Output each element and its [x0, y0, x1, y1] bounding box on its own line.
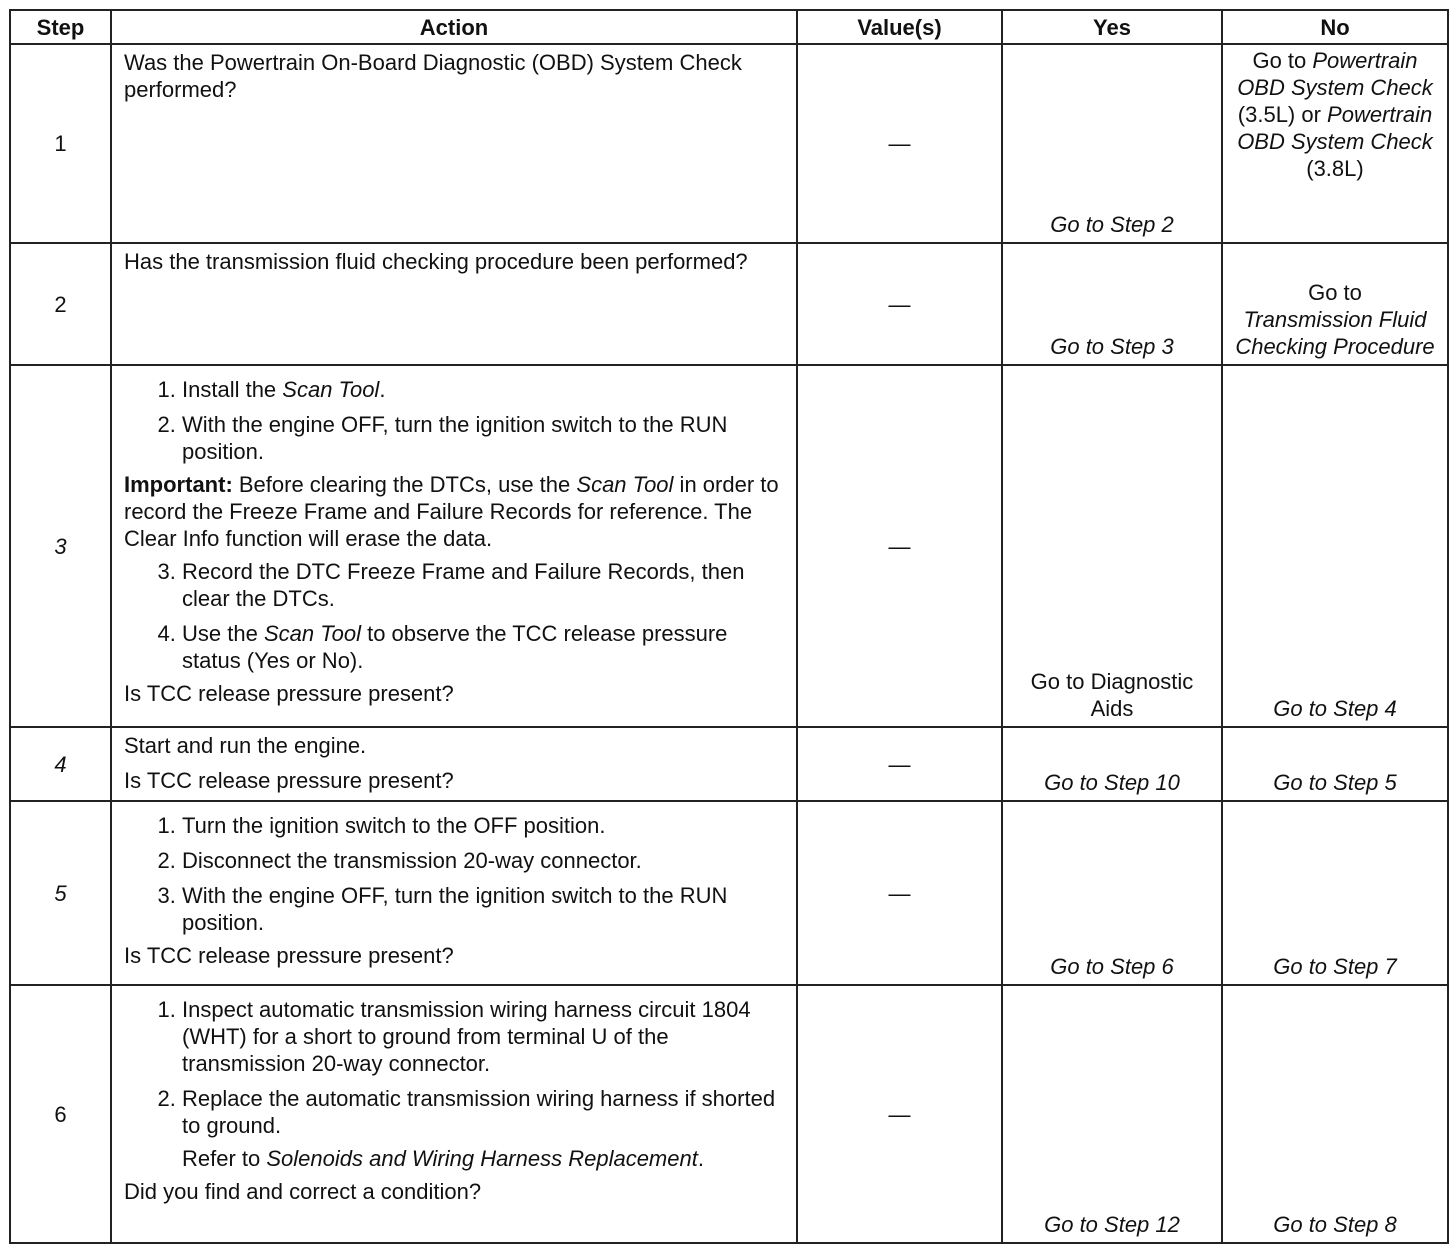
value-cell	[797, 243, 1002, 365]
table-row	[10, 985, 1448, 1243]
procedure-list	[124, 376, 786, 465]
value-text: —	[888, 880, 911, 906]
reference-link[interactable]: Solenoids and Wiring Harness Replacement	[266, 1146, 698, 1171]
scan-tool-link[interactable]: Scan Tool	[282, 377, 380, 402]
refer-note	[182, 1145, 786, 1172]
table-header-row	[10, 10, 1448, 44]
action-cell	[111, 801, 797, 985]
text: .	[379, 377, 386, 402]
yes-link[interactable]: Go to Step 2	[1050, 212, 1174, 237]
yes-cell	[1002, 365, 1222, 727]
yes-cell	[1002, 801, 1222, 985]
value-cell	[797, 727, 1002, 801]
step-number: 4	[10, 727, 111, 801]
action-question: Was the Powertrain On-Board Diagnostic (OBD) System Check performed?	[124, 50, 742, 102]
text: Before clearing the DTCs, use the	[232, 472, 577, 497]
important-note	[124, 471, 786, 552]
text: Replace the automatic transmission wiring harness if shorted to ground.	[182, 1086, 776, 1138]
procedure-list	[124, 996, 786, 1172]
procedure-step	[182, 376, 786, 403]
diagnostic-table	[9, 9, 1449, 1244]
no-link[interactable]: Powertrain OBD System Check	[1237, 48, 1433, 100]
text: Install the	[182, 377, 283, 402]
no-link[interactable]: Go to Step 7	[1273, 954, 1397, 979]
value-text: —	[888, 131, 911, 156]
yes-cell	[1002, 243, 1222, 365]
action-question: Did you find and correct a condition?	[124, 1179, 482, 1204]
yes-cell	[1002, 44, 1222, 243]
step-number: 6	[10, 985, 111, 1243]
action-cell	[111, 365, 797, 727]
scan-tool-link[interactable]: Scan Tool	[263, 621, 361, 646]
action-cell	[111, 44, 797, 243]
step-number: 2	[10, 243, 111, 365]
action-cell	[111, 727, 797, 801]
action-question: Is TCC release pressure present?	[124, 681, 454, 706]
header-action: Action	[111, 10, 797, 44]
value-text: —	[888, 291, 911, 317]
header-values: Value(s)	[797, 10, 1002, 44]
text: in order to record the Freeze Frame and Failure Records for reference. The Clear Info function will erase the data.	[124, 472, 779, 551]
table-row	[10, 243, 1448, 365]
no-cell	[1222, 243, 1448, 365]
header-step: Step	[10, 10, 111, 44]
no-link[interactable]: Transmission Fluid Checking Procedure	[1235, 307, 1435, 359]
table-row	[10, 44, 1448, 243]
value-cell	[797, 44, 1002, 243]
value-cell	[797, 801, 1002, 985]
yes-link[interactable]: Go to Step 6	[1050, 954, 1174, 979]
text: Use the	[182, 621, 264, 646]
procedure-list	[124, 812, 786, 936]
no-link[interactable]: Powertrain OBD System Check	[1237, 102, 1433, 154]
no-link[interactable]: Go to Step 8	[1273, 1212, 1397, 1237]
procedure-step	[182, 1085, 786, 1172]
no-text: (3.5L) or	[1237, 102, 1328, 127]
no-cell	[1222, 365, 1448, 727]
no-link[interactable]: Go to Step 5	[1273, 770, 1397, 795]
table-row	[10, 365, 1448, 727]
procedure-step: 2. With the engine OFF, turn the ignition switch to the RUN position.	[182, 411, 786, 465]
header-no: No	[1222, 10, 1448, 44]
yes-link[interactable]: Go to Step 12	[1044, 1212, 1180, 1237]
action-question: Is TCC release pressure present?	[124, 768, 454, 793]
procedure-list	[124, 558, 786, 674]
yes-link[interactable]: Go to Diagnostic Aids	[1030, 669, 1194, 721]
no-link[interactable]: Go to Step 4	[1273, 696, 1397, 721]
action-question: Is TCC release pressure present?	[124, 943, 454, 968]
no-cell	[1222, 727, 1448, 801]
yes-link[interactable]: Go to Step 10	[1044, 770, 1180, 795]
procedure-step: 3. With the engine OFF, turn the ignition switch to the RUN position.	[182, 882, 786, 936]
yes-cell	[1002, 727, 1222, 801]
action-cell	[111, 243, 797, 365]
no-text: (3.8L)	[1306, 156, 1364, 181]
text: to observe the TCC release pressure status (Yes or No).	[182, 621, 728, 673]
value-text: —	[888, 1101, 911, 1127]
procedure-step: 1. Inspect automatic transmission wiring harness circuit 1804 (WHT) for a short to ground from terminal U of the transmission 20-way connector.	[182, 996, 786, 1077]
value-text: —	[888, 533, 911, 559]
yes-cell	[1002, 985, 1222, 1243]
text: .	[697, 1146, 704, 1171]
procedure-step: 3. Record the DTC Freeze Frame and Failure Records, then clear the DTCs.	[182, 558, 786, 612]
step-number: 5	[10, 801, 111, 985]
action-line: Start and run the engine.	[124, 733, 367, 758]
table-row	[10, 801, 1448, 985]
step-number: 1	[10, 44, 111, 243]
text: Refer to	[182, 1146, 267, 1171]
action-cell	[111, 985, 797, 1243]
no-text: Go to	[1308, 280, 1362, 305]
procedure-step: 2. Disconnect the transmission 20-way connector.	[182, 847, 786, 874]
no-cell	[1222, 801, 1448, 985]
scan-tool-link[interactable]: Scan Tool	[576, 472, 674, 497]
no-cell	[1222, 44, 1448, 243]
procedure-step	[182, 620, 786, 674]
value-cell	[797, 365, 1002, 727]
step-number: 3	[10, 365, 111, 727]
procedure-step: 1. Turn the ignition switch to the OFF position.	[182, 812, 786, 839]
important-label: Important:	[124, 472, 233, 497]
value-cell	[797, 985, 1002, 1243]
header-yes: Yes	[1002, 10, 1222, 44]
yes-link[interactable]: Go to Step 3	[1050, 334, 1174, 359]
no-cell	[1222, 985, 1448, 1243]
action-question: Has the transmission fluid checking procedure been performed?	[124, 249, 748, 274]
no-text: Go to	[1252, 48, 1313, 73]
table-row	[10, 727, 1448, 801]
value-text: —	[888, 751, 911, 777]
